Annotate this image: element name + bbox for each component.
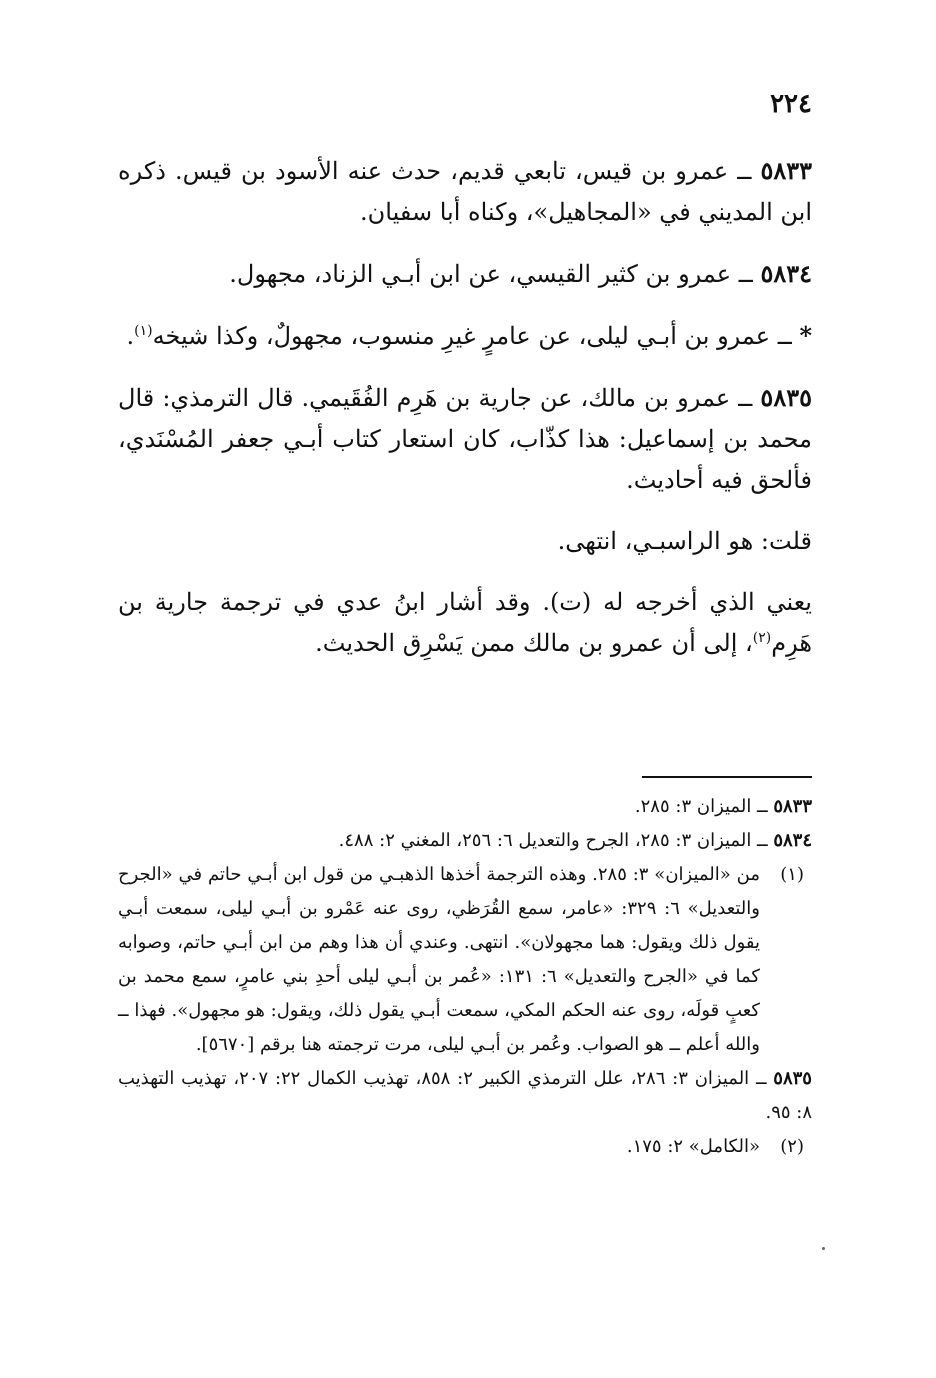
footnote-2 <box>118 1130 812 1164</box>
entry-number: * <box>799 321 812 350</box>
entry-text: ــ عمرو بن كثير القيسي، عن ابن أبـي الزناد، مجهول. <box>229 260 753 288</box>
entry-text: ــ عمرو بن أبـي ليلى، عن عامرٍ غيرِ منسوب، مجهولٌ، وكذا شيخه <box>152 322 792 350</box>
entry-5834 <box>118 253 812 295</box>
footnote-text: «الكامل» ٢: ١٧٥. <box>626 1136 760 1157</box>
entry-5835 <box>118 377 812 501</box>
comment-tail: ، إلى أن عمرو بن مالك ممن يَسْرِق الحديث. <box>315 629 753 657</box>
source-note-5834 <box>118 824 812 858</box>
entry-text: ــ عمرو بن قيس، تابعي قديم، حدث عنه الأسود بن قيس. ذكره ابن المديني في «المجاهيل»، وكناه أبا سفيان. <box>118 157 812 226</box>
entry-number: ٥٨٣٣ <box>760 156 812 185</box>
footnote-mark: (٢) <box>780 1136 804 1157</box>
entry-tail: . <box>126 322 135 350</box>
source-note-5835 <box>118 1062 812 1130</box>
source-number: ٥٨٣٥ <box>773 1068 812 1089</box>
comment-paragraph <box>118 582 812 664</box>
source-number: ٥٨٣٤ <box>773 830 812 851</box>
entry-number: ٥٨٣٥ <box>760 383 812 412</box>
source-text: ــ الميزان ٣: ٢٨٥، الجرح والتعديل ٦: ٢٥٦، المغني ٢: ٤٨٨. <box>338 830 768 851</box>
footnote-ref: (٢) <box>752 630 772 646</box>
source-note-5833 <box>118 790 812 824</box>
scan-dot <box>822 1247 825 1250</box>
footnote-text: من «الميزان» ٣: ٢٨٥. وهذه الترجمة أخذها الذهبـي من قول ابن أبـي حاتم في «الجرح والتعديل» ٦: ٣٢٩: «عامر، سمع القُرَظي، روى عنه عَمْرو بن أبـي ليلى، سمعت أبـي يقول ذلك ويقول: هما مجهولان». انتهى. وعندي أن هذا وهم من ابن أبـي حاتم، وصوابه كما في «الجرح والتعديل» ٦: ١٣١: «عُمر بن أبـي ليلى أحدِ بني عامرٍ، سمع محمد بن كعبٍ قولَه، روى عنه الحكم المكي، سمعت أبـي يقول ذلك، ويقول: هو مجهول». فهذا ــ والله أعلم ــ هو الصواب. وعُمر بن أبـي ليلى، مرت ترجمته هنا برقم [٥٦٧٠]. <box>118 864 760 1055</box>
footnote-1 <box>118 858 812 1062</box>
comment-text: قلت: هو الراسبـي، انتهى. <box>557 527 812 555</box>
source-number: ٥٨٣٣ <box>773 796 812 817</box>
entry-star <box>118 315 812 357</box>
entry-text: ــ عمرو بن مالك، عن جارية بن هَرِم الفُقَيمي. قال الترمذي: قال محمد بن إسماعيل: هذا كذّاب، كان استعار كتاب أبـي جعفر المُسْنَدي، فألحق فيه أحاديث. <box>118 384 812 494</box>
comment-paragraph <box>118 521 812 562</box>
entry-5833 <box>118 150 812 233</box>
source-text: ــ الميزان ٣: ٢٨٥. <box>634 796 768 817</box>
entry-number: ٥٨٣٤ <box>760 259 812 288</box>
comment-text: يعني الذي أخرجه له (ت). وقد أشار ابنُ عدي في ترجمة جارية بن هَرِم <box>118 588 812 657</box>
source-text: ــ الميزان ٣: ٢٨٦، علل الترمذي الكبير ٢: ٨٥٨، تهذيب الكمال ٢٢: ٢٠٧، تهذيب التهذيب ٨: ٩٥. <box>118 1068 812 1123</box>
footnotes <box>118 790 812 1164</box>
footnote-mark: (١) <box>780 864 804 885</box>
main-text <box>118 150 812 684</box>
footnote-ref: (١) <box>134 323 153 339</box>
footnote-divider <box>642 776 812 778</box>
page-number: ٢٢٤ <box>770 89 812 119</box>
